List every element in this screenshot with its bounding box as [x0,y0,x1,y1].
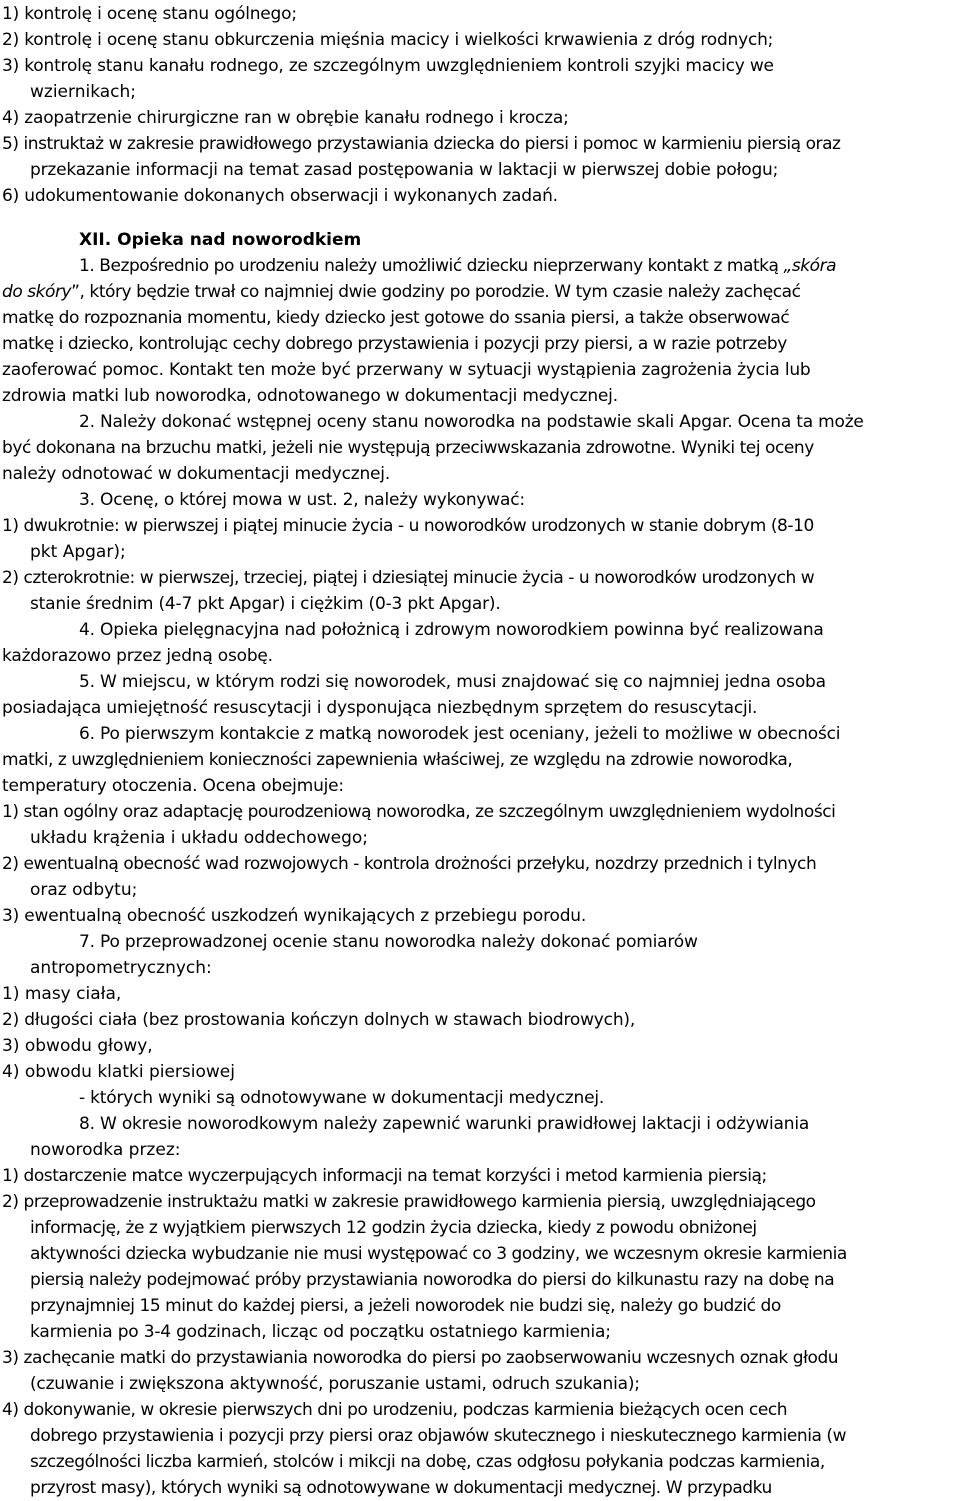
paragraph-3 [2,487,957,617]
list-item-continuation: wziernikach; [30,82,137,102]
paragraph-line: matkę do rozpoznania momentu, kiedy dziecko jest gotowe do ssania piersi, a także obserwować [2,308,790,328]
paragraph-line: 8. W okresie noworodkowym należy zapewnić warunki prawidłowej laktacji i odżywiania [79,1114,810,1134]
paragraph-line: 2. Należy dokonać wstępnej oceny stanu noworodka na podstawie skali Apgar. Ocena ta może [79,412,864,432]
quoted-term: „skóra [783,256,837,276]
paragraph-line: 5. W miejscu, w którym rodzi się noworodek, musi znajdować się co najmniej jedna osoba [79,672,826,692]
paragraph-line: 7. Po przeprowadzonej ocenie stanu noworodka należy dokonać pomiarów [79,932,698,952]
list-item: 6) udokumentowanie dokonanych obserwacji i wykonanych zadań. [2,186,558,206]
paragraph-4 [2,617,957,669]
section-heading: XII. Opieka nad noworodkiem [79,230,362,250]
paragraph-line [2,253,957,279]
paragraph-6 [2,721,957,929]
paragraph-line: matkę i dziecko, kontrolując cechy dobrego przystawienia i pozycji przy piersi, a w razie potrzeby [2,334,787,354]
list-item: 3) obwodu głowy, [2,1036,153,1056]
list-item: 1) masy ciała, [2,984,122,1004]
paragraph-line: 3. Ocenę, o której mowa w ust. 2, należy wykonywać: [79,490,525,510]
paragraph-line: antropometrycznych: [30,958,212,978]
paragraph-line: być dokonana na brzuchu matki, jeżeli nie występują przeciwwskazania zdrowotne. Wyniki tej oceny [2,438,814,458]
list-item: 5) instruktaż w zakresie prawidłowego przystawiania dziecka do piersi i pomoc w karmieniu piersią oraz [2,134,841,154]
list-item: 1) dwukrotnie: w pierwszej i piątej minucie życia - u noworodków urodzonych w stanie dobrym (8-10 [2,516,814,536]
list-item: 3) ewentualną obecność uszkodzeń wynikających z przebiegu porodu. [2,906,587,926]
list-item: 4) obwodu klatki piersiowej [2,1062,235,1082]
paragraph-1 [2,253,957,409]
paragraph-line: 4. Opieka pielęgnacyjna nad położnicą i zdrowym noworodkiem powinna być realizowana [79,620,824,640]
list-item: 3) zachęcanie matki do przystawiania noworodka do piersi po zaobserwowaniu wczesnych oznak głodu [2,1348,839,1368]
paragraph-2 [2,409,957,487]
quoted-term: do skóry [2,282,72,302]
paragraph-line: posiadająca umiejętność resuscytacji i dysponująca niezbędnym sprzętem do resuscytacji. [2,698,758,718]
list-item-continuation: piersią należy podejmować próby przystawiania noworodka do piersi do kilkunastu razy na dobę na [30,1270,835,1290]
list-item: 2) ewentualną obecność wad rozwojowych - kontrola drożności przełyku, nozdrzy przednich i tylnych [2,854,817,874]
list-item: 1) dostarczenie matce wyczerpujących informacji na temat korzyści i metod karmienia piersią; [2,1166,767,1186]
list-item-continuation: oraz odbytu; [30,880,138,900]
list-item-continuation: informację, że z wyjątkiem pierwszych 12 godzin życia dziecka, kiedy z powodu obniżonej [30,1218,757,1238]
paragraph-5 [2,669,957,721]
list-item: 1) stan ogólny oraz adaptację pourodzeniową noworodka, ze szczególnym uwzględnieniem wydolności [2,802,836,822]
paragraph-text: ”, który będzie trwał co najmniej dwie godziny po porodzie. W tym czasie należy zachęcać [71,282,801,302]
list-item-continuation: przyrost masy), których wyniki są odnotowywane w dokumentacji medycznej. W przypadku [30,1478,772,1498]
paragraph-8 [2,1111,957,1501]
list-item: 1) kontrolę i ocenę stanu ogólnego; [2,4,297,24]
list-item-continuation: układu krążenia i układu oddechowego; [30,828,368,848]
paragraph-line: 6. Po pierwszym kontakcie z matką noworodek jest oceniany, jeżeli to możliwe w obecności [79,724,841,744]
paragraph-7 [2,929,957,1111]
paragraph-line: noworodka przez: [30,1140,181,1160]
list-item-continuation: przekazanie informacji na temat zasad postępowania w laktacji w pierwszej dobie połogu; [30,160,779,180]
paragraph-line: każdorazowo przez jedną osobę. [2,646,273,666]
list-item-continuation: karmienia po 3-4 godzinach, licząc od początku ostatniego karmienia; [30,1322,611,1342]
list-item-continuation: stanie średnim (4-7 pkt Apgar) i ciężkim (0-3 pkt Apgar). [30,594,501,614]
paragraph-line: temperatury otoczenia. Ocena obejmuje: [2,776,344,796]
list-item-continuation: przynajmniej 15 minut do każdej piersi, a jeżeli noworodek nie budzi się, należy go budzić do [30,1296,781,1316]
list-item-continuation: dobrego przystawienia i pozycji przy piersi oraz objawów skutecznego i nieskutecznego karmienia (w [30,1426,847,1446]
paragraph-line: zaoferować pomoc. Kontakt ten może być przerwany w sytuacji wystąpienia zagrożenia życia lub [2,360,811,380]
paragraph-line: - których wyniki są odnotowywane w dokumentacji medycznej. [79,1088,605,1108]
top-list [2,1,957,209]
list-item-continuation: szczególności liczba karmień, stolców i mikcji na dobę, czas odgłosu połykania podczas karmienia, [30,1452,825,1472]
list-item: 2) długości ciała (bez prostowania kończyn dolnych w stawach biodrowych), [2,1010,636,1030]
paragraph-line: zdrowia matki lub noworodka, odnotowanego w dokumentacji medycznej. [2,386,618,406]
list-item: 3) kontrolę stanu kanału rodnego, ze szczególnym uwzględnieniem kontroli szyjki macicy we [2,56,774,76]
paragraph-line: matki, z uwzględnieniem konieczności zapewnienia właściwej, ze względu na zdrowie noworodka, [2,750,793,770]
list-item: 2) przeprowadzenie instruktażu matki w zakresie prawidłowego karmienia piersią, uwzględniającego [2,1192,816,1212]
list-item: 4) zaopatrzenie chirurgiczne ran w obrębie kanału rodnego i krocza; [2,108,569,128]
paragraph-line: należy odnotować w dokumentacji medycznej. [2,464,391,484]
paragraph-text: 1. Bezpośrednio po urodzeniu należy umożliwić dziecku nieprzerwany kontakt z matką [79,256,784,276]
document-page [2,1,957,1501]
list-item-continuation: pkt Apgar); [30,542,126,562]
paragraph-line [2,279,957,305]
list-item-continuation: (czuwanie i zwiększona aktywność, poruszanie ustami, odruch szukania); [30,1374,640,1394]
list-item-continuation: aktywności dziecka wybudzanie nie musi występować co 3 godziny, we wczesnym okresie karmienia [30,1244,847,1264]
list-item: 2) czterokrotnie: w pierwszej, trzeciej, piątej i dziesiątej minucie życia - u noworodków urodzonych w [2,568,815,588]
list-item: 2) kontrolę i ocenę stanu obkurczenia mięśnia macicy i wielkości krwawienia z dróg rodnych; [2,30,774,50]
list-item: 4) dokonywanie, w okresie pierwszych dni po urodzeniu, podczas karmienia bieżących ocen cech [2,1400,788,1420]
